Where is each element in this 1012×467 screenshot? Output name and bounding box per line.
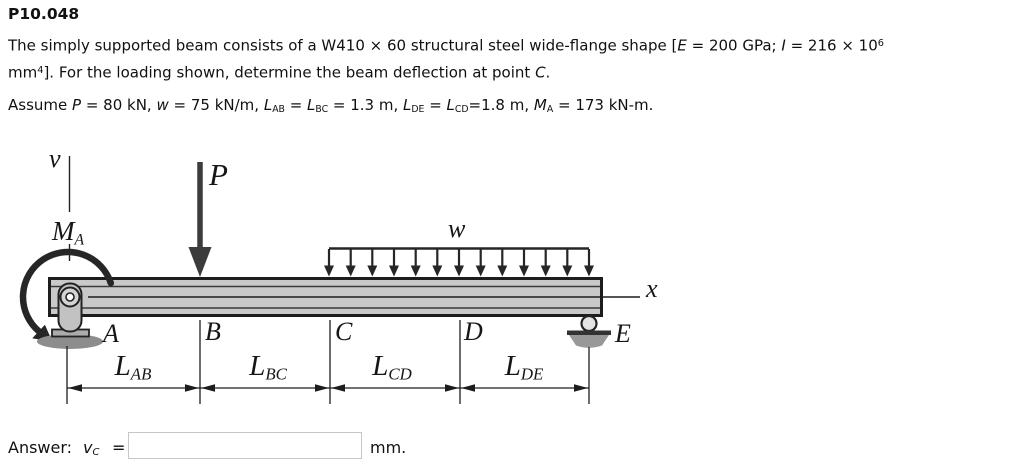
point-label-d: D	[464, 317, 483, 346]
var-LAB: L	[263, 96, 273, 114]
dim-label-ab: $L_{AB}$	[114, 350, 152, 384]
var-LCD: L	[446, 96, 455, 114]
var-w: w	[156, 96, 169, 114]
exponent-6: 6	[877, 38, 884, 49]
problem-id: P10.048	[8, 5, 80, 23]
dim-label-cd: $L_{CD}$	[372, 350, 412, 384]
point-label-e: E	[615, 319, 631, 348]
answer-unit: mm.	[370, 438, 407, 457]
statement-text: The simply supported beam consists of a W410 × 60 structural steel wide-flange shape [	[8, 36, 678, 55]
point-label-b: B	[205, 317, 221, 346]
exponent-4: 4	[37, 65, 44, 77]
var-LDE: L	[403, 96, 412, 114]
var-C: C	[535, 63, 546, 82]
point-label-c: C	[335, 317, 353, 346]
distributed-load-label: w	[448, 214, 466, 243]
x-axis-label: x	[646, 274, 658, 303]
assumptions: Assume P = 80 kN, w = 75 kN/m, $L_{AB} = L_{BC} = 1.3$ m, $L_{DE} = L_{CD}=1.8$ m, $M_A = 173$ kN-m.	[8, 96, 654, 116]
dim-label-bc: $L_{BC}$	[249, 350, 287, 384]
point-load-label: P	[209, 157, 228, 192]
answer-label: Answer:	[8, 438, 73, 457]
answer-equals: =	[112, 438, 126, 457]
moment-label: $M_A$	[52, 216, 85, 249]
problem-statement: The simply supported beam consists of a W410 × 60 structural steel wide-flange shape [E = 200 GPa; $I = 216 \times 10^6$ $mm^4$]. For the loading shown, determine the beam deflection at point C.	[8, 36, 884, 82]
var-MA: M	[533, 96, 547, 114]
roller-support	[567, 316, 611, 348]
var-I: I	[781, 36, 786, 55]
answer-input[interactable]	[128, 432, 362, 459]
var-E: E	[677, 36, 687, 55]
var-P: P	[72, 96, 82, 114]
v-axis-label: v	[49, 144, 61, 173]
dim-label-de: $L_{DE}$	[504, 350, 544, 384]
var-LBC: L	[307, 96, 316, 114]
distributed-load-arrows	[324, 249, 594, 277]
point-label-a: A	[103, 319, 119, 348]
answer-variable: $v_C$	[83, 438, 100, 459]
